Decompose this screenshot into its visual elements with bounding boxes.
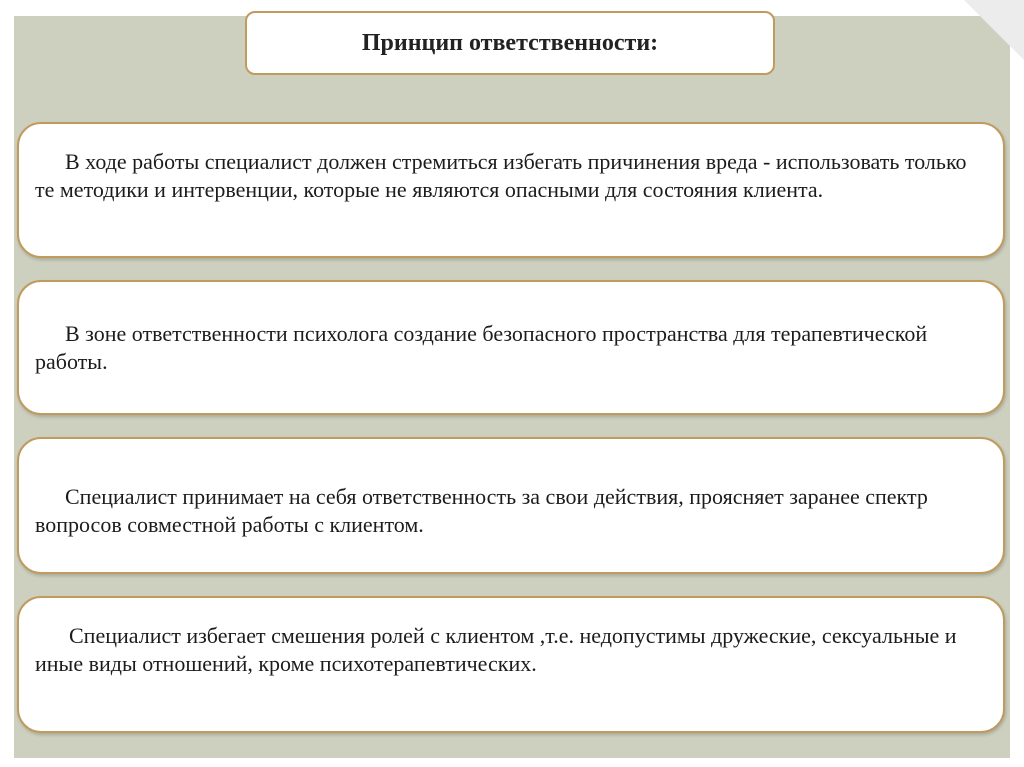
page-title: Принцип ответственности:: [361, 29, 659, 56]
principle-card-2-text: В зоне ответственности психолога создание безопасного пространства для терапевтической работы.: [35, 321, 928, 374]
principle-card-1-text: В ходе работы специалист должен стремиться избегать причинения вреда - использовать только те методики и интервенции, которые не являются опасными для состояния клиента.: [35, 149, 967, 202]
principle-card-4-text: Специалист избегает смешения ролей с клиентом ,т.е. недопустимы дружеские, сексуальные и иные виды отношений, кроме психотерапевтических.: [35, 623, 957, 676]
principle-card-3: [17, 437, 1005, 574]
principle-card-1: [17, 122, 1005, 258]
title-box: [245, 11, 775, 75]
principle-card-4: [17, 596, 1005, 733]
principle-card-2: [17, 280, 1005, 415]
principle-card-3-text: Специалист принимает на себя ответственность за свои действия, проясняет заранее спектр вопросов совместной работы с клиентом.: [35, 484, 928, 537]
corner-decoration: [964, 0, 1024, 60]
